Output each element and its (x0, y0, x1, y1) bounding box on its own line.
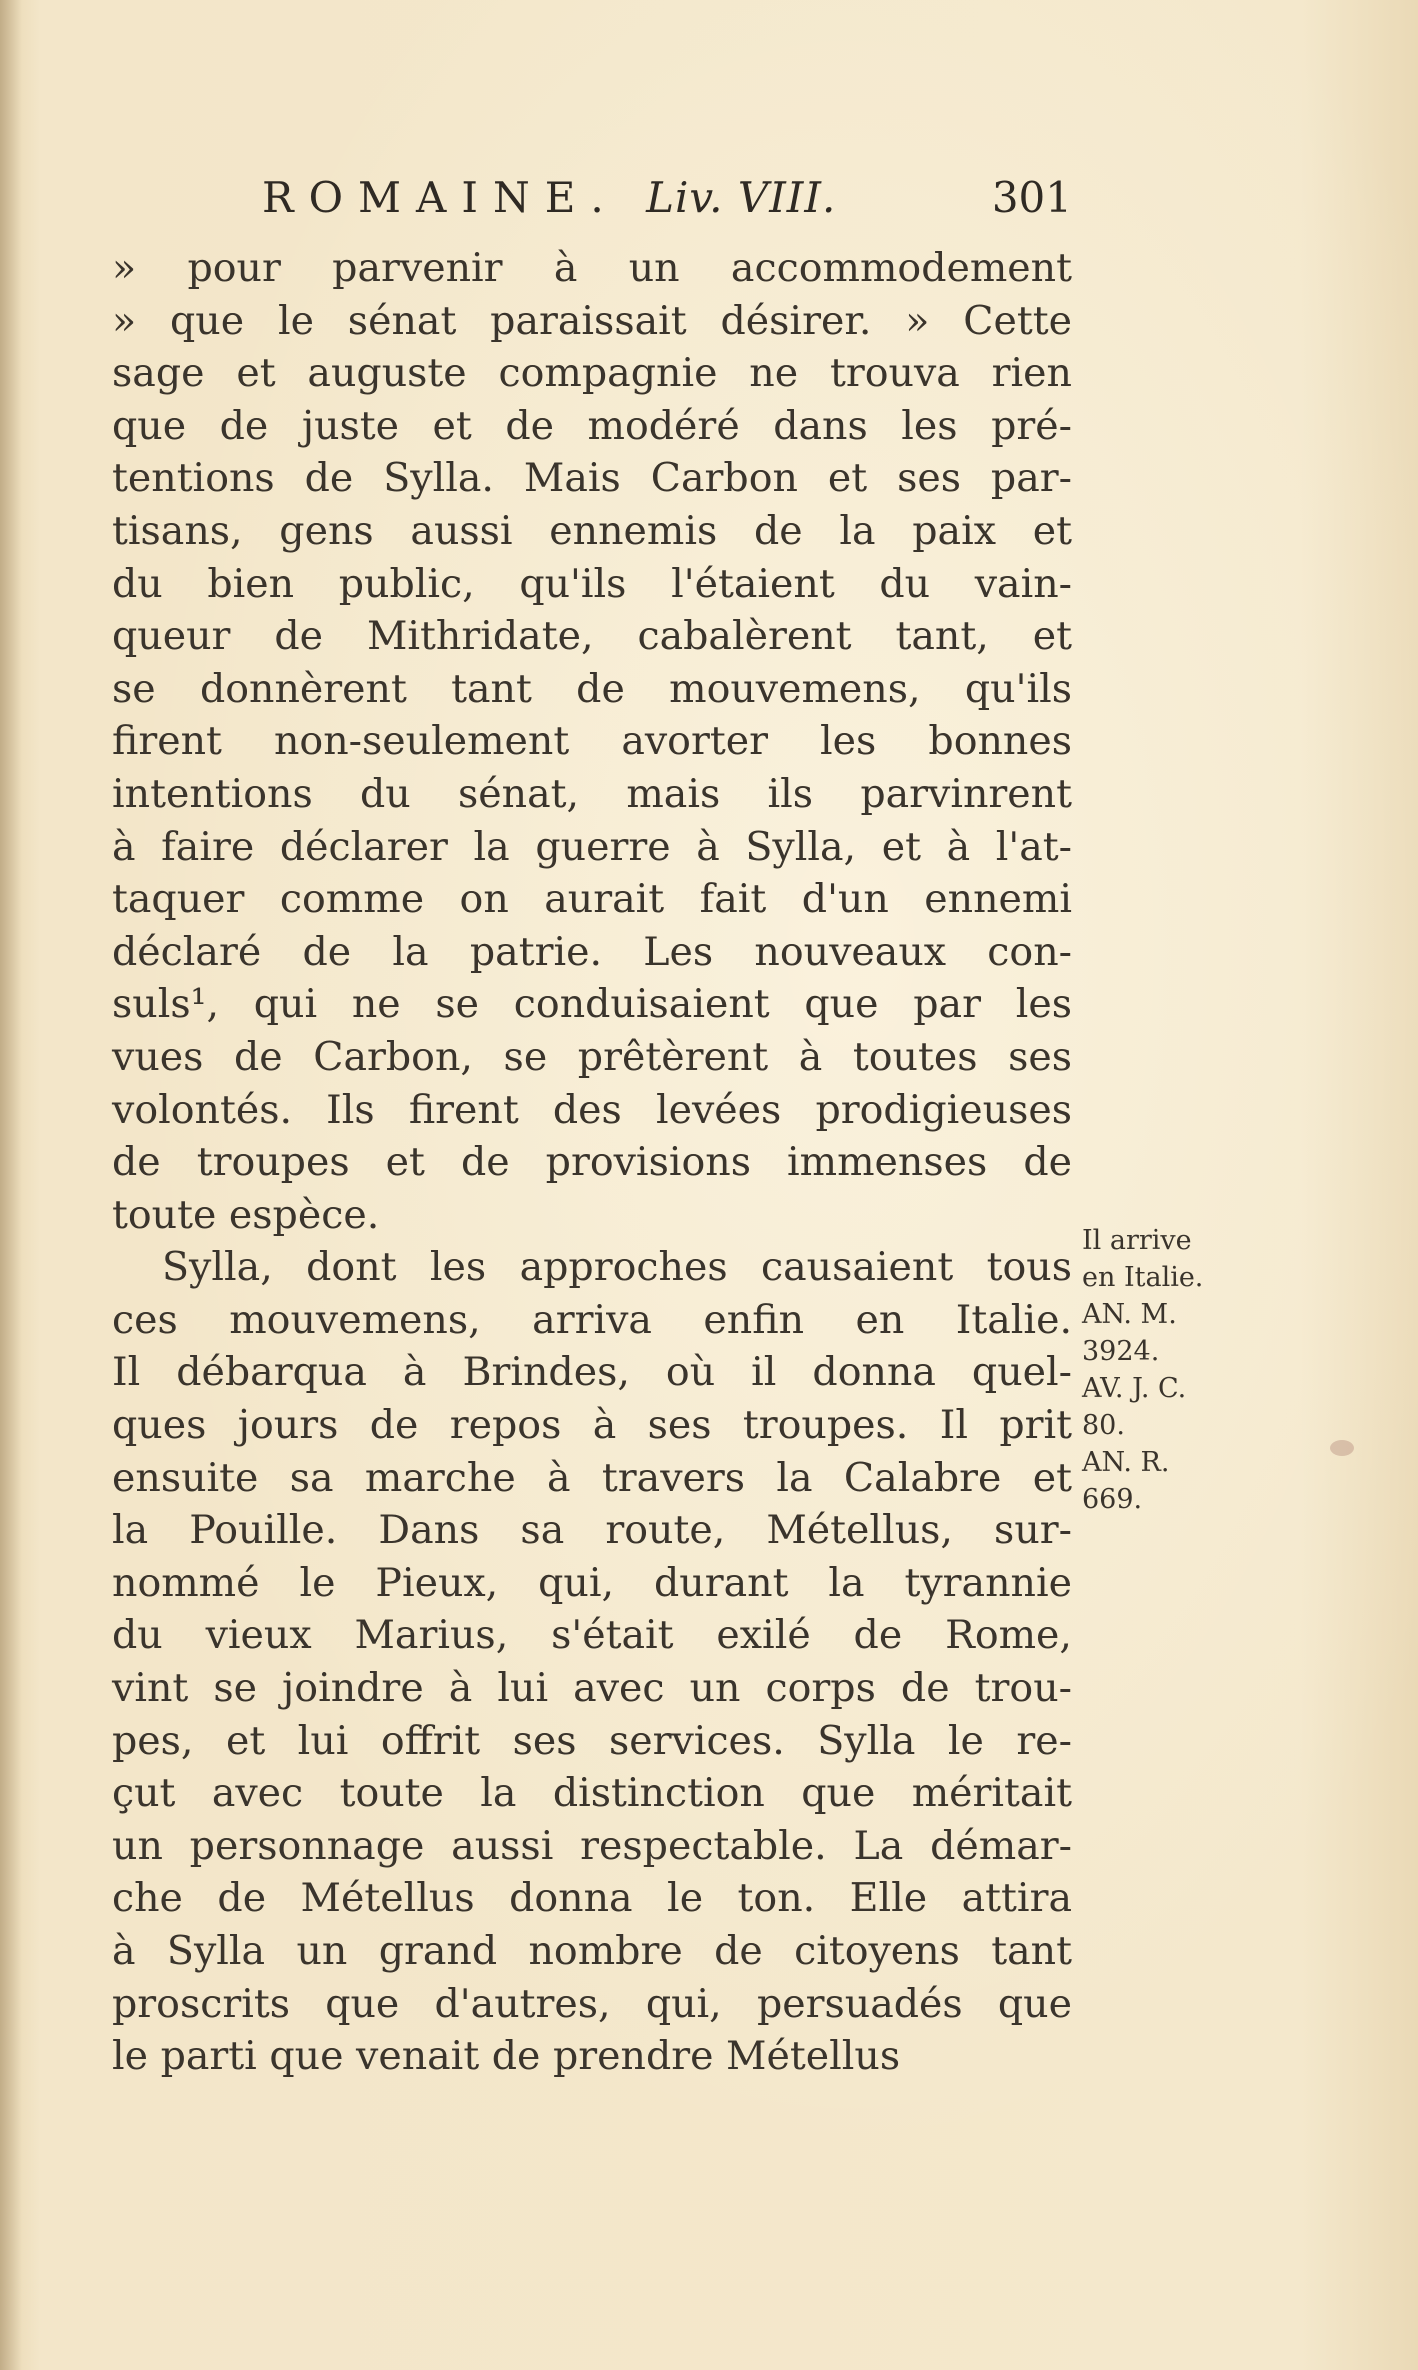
text-line: çut avec toute la distinction que méritait (112, 1770, 1072, 1817)
text-line: intentions du sénat, mais ils parvinrent (112, 770, 1072, 817)
text-line: taquer comme on aurait fait d'un ennemi (112, 876, 1072, 923)
text-line: vint se joindre à lui avec un corps de trou- (112, 1665, 1072, 1712)
page-number: 301 (991, 173, 1072, 222)
text-line: pes, et lui offrit ses services. Sylla le re- (112, 1717, 1072, 1764)
text-line: vues de Carbon, se prêtèrent à toutes ses (112, 1033, 1072, 1080)
running-head: ROMAINE. (262, 173, 619, 222)
text-line: à Sylla un grand nombre de citoyens tant (112, 1928, 1072, 1974)
ink-stain (1330, 1440, 1354, 1456)
page-header (262, 168, 1082, 228)
text-line: de troupes et de provisions immenses de (112, 1139, 1072, 1186)
margin-note (1082, 1222, 1272, 1518)
text-line: proscrits que d'autres, qui, persuadés que (112, 1980, 1072, 2027)
text-line: à faire déclarer la guerre à Sylla, et à l'at- (112, 823, 1072, 870)
text-line: déclaré de la patrie. Les nouveaux con- (112, 928, 1072, 975)
text-line: firent non-seulement avorter les bonnes (112, 718, 1072, 765)
body-text (112, 242, 1072, 2083)
margin-note-line: AN. R. (1082, 1447, 1170, 1478)
text-line: ques jours de repos à ses troupes. Il prit (112, 1402, 1072, 1449)
text-line: un personnage aussi respectable. La démar- (112, 1822, 1072, 1869)
text-line: que de juste et de modéré dans les pré- (112, 402, 1072, 449)
paragraph-end-line: toute espèce. (112, 1191, 380, 1238)
margin-note-line: 80. (1082, 1410, 1125, 1441)
text-line: ensuite sa marche à travers la Calabre et (112, 1454, 1072, 1501)
text-line: » que le sénat paraissait désirer. » Cette (112, 297, 1072, 344)
text-line: volontés. Ils firent des levées prodigieuses (112, 1086, 1072, 1133)
text-line: tentions de Sylla. Mais Carbon et ses par- (112, 455, 1072, 502)
margin-note-line: 669. (1082, 1484, 1143, 1515)
margin-note-line: AN. M. (1082, 1299, 1177, 1330)
text-line: le parti que venait de prendre Métellus (112, 2033, 901, 2080)
text-line-with-italic (112, 1557, 1072, 1610)
text-line: se donnèrent tant de mouvemens, qu'ils (112, 665, 1072, 712)
text-line: suls¹, qui ne se conduisaient que par les (112, 981, 1072, 1028)
text-line: queur de Mithridate, cabalèrent tant, et (112, 613, 1072, 660)
margin-note-line: en Italie. (1082, 1262, 1204, 1293)
text-line: la Pouille. Dans sa route, Métellus, sur- (112, 1507, 1072, 1554)
page-gutter-shadow (0, 0, 22, 2370)
text-line: sage et auguste compagnie ne trouva rien (112, 350, 1072, 397)
book-reference: Liv. VIII. (646, 173, 837, 222)
text-line: » pour parvenir à un accommodement (112, 245, 1072, 291)
text-line: du vieux Marius, s'était exilé de Rome, (112, 1612, 1072, 1659)
text-line: du bien public, qu'ils l'étaient du vain- (112, 560, 1072, 607)
text-line: Il débarqua à Brindes, où il donna quel- (112, 1349, 1072, 1396)
text-line: che de Métellus donna le ton. Elle attira (112, 1875, 1072, 1922)
text-line: tisans, gens aussi ennemis de la paix et (112, 507, 1072, 554)
paragraph-start-line: Sylla, dont les approches causaient tous (162, 1244, 1072, 1291)
italic-epithet: le Pieux (299, 1559, 486, 1606)
margin-note-line: 3924. (1082, 1336, 1160, 1367)
margin-note-line: AV. J. C. (1082, 1373, 1187, 1404)
text-line: ces mouvemens, arriva enfin en Italie. (112, 1296, 1072, 1343)
text-fragment: nommé (112, 1559, 300, 1606)
margin-note-line: Il arrive (1082, 1225, 1192, 1256)
text-fragment: , qui, durant la tyrannie (485, 1559, 1072, 1606)
